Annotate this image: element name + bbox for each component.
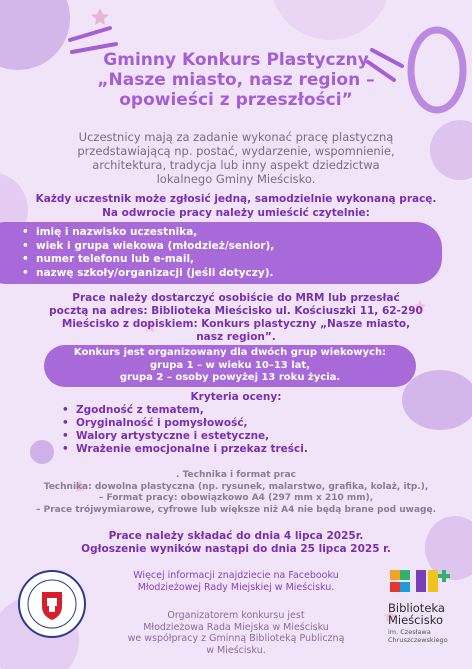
- submission-rule: [0, 192, 472, 220]
- library-name-line-2: Mieścisko: [388, 613, 443, 627]
- deadline-line-2: Ogłoszenie wyników nastąpi do dnia 25 lipca 2025 r.: [81, 543, 391, 555]
- deadlines: [0, 530, 472, 556]
- criteria-item: • Wrażenie emocjonalne i przekaz treści.: [62, 443, 308, 456]
- technique-line-3: – Prace trójwymiarowe, cyfrowe lub większe niż A4 nie będą brane pod uwagę.: [35, 504, 437, 515]
- delivery-line-4: nasz region”.: [196, 331, 276, 343]
- technique-line-2: – Format pracy: obowiązkowo A4 (297 mm x 210 mm),: [98, 493, 374, 503]
- criteria-item: • Zgodność z tematem,: [62, 404, 308, 417]
- rule-line-2: Na odwrocie pracy należy umieścić czytelnie:: [102, 207, 370, 219]
- groups-line-3: grupa 2 – osoby powyżej 13 roku życia.: [119, 372, 341, 383]
- library-sub-line-2: Chruszczewskiego: [388, 636, 448, 644]
- facebook-line-1: Więcej informacji znajdziecie na Facebooku: [133, 570, 339, 581]
- organizer-line-3: we współpracy z Gminną Biblioteką Publiczną: [127, 633, 345, 644]
- intro-line-3: architektura, tradycja lub inny aspekt dziedzictwa: [92, 158, 380, 172]
- age-groups-panel: [44, 345, 416, 387]
- coat-of-arms-icon: [20, 572, 84, 636]
- poster-title: [0, 50, 472, 110]
- intro-line-4: lokalnego Gminy Mieścisko.: [156, 172, 316, 186]
- requirement-item: • nazwę szkoły/organizacji (jeśli dotyczy).: [22, 267, 274, 281]
- technique-line-1: Technika: dowolna plastyczna (np. rysunek, malarstwo, grafika, kolaż, itp.),: [43, 481, 429, 492]
- technique-section: [0, 470, 472, 516]
- criteria-list: [62, 404, 308, 456]
- library-name-line-1: Biblioteka: [388, 601, 445, 615]
- deadline-line-1: Prace należy składać do dnia 4 lipca 2025r.: [108, 530, 364, 542]
- library-mark-icon: [388, 566, 452, 600]
- criteria-heading: Kryteria oceny:: [190, 391, 282, 403]
- requirement-item: • imię i nazwisko uczestnika,: [22, 226, 274, 240]
- youth-council-logo: [18, 570, 86, 638]
- groups-line-1: Konkurs jest organizowany dla dwóch grup wiekowych:: [73, 347, 387, 358]
- facebook-line-2: Młodzieżowej Rady Miejskiej w Mieścisku.: [137, 582, 335, 593]
- organizer-line-1: Organizatorem konkursu jest: [167, 610, 305, 621]
- organizer-line-4: w Mieścisku.: [206, 644, 266, 656]
- rule-line-1: Każdy uczestnik może zgłosić jedną, samodzielnie wykonaną pracę.: [35, 193, 437, 205]
- criteria-item: • Walory artystyczne i estetyczne,: [62, 430, 308, 443]
- delivery-line-2: pocztą na adres: Biblioteka Mieścisko ul. Kościuszki 11, 62-290: [49, 305, 423, 317]
- title-line-3: opowieści z przeszłości”: [119, 90, 353, 110]
- criteria-item: • Oryginalność i pomysłowość,: [62, 417, 308, 430]
- delivery-info: [0, 292, 472, 344]
- intro-line-2: przedstawiającą np. postać, wydarzenie, wspomnienie,: [77, 144, 395, 158]
- library-logo: [388, 566, 464, 656]
- delivery-line-1: Prace należy dostarczyć osobiście do MRM lub przesłać: [72, 292, 400, 304]
- requirements-panel: [0, 222, 442, 284]
- intro-paragraph: [0, 130, 472, 186]
- library-sub-line-1: im. Czesława: [388, 628, 431, 636]
- title-line-1: Gminny Konkurs Plastyczny: [103, 50, 369, 70]
- groups-line-2: grupa 1 – w wieku 10–13 lat,: [149, 359, 310, 371]
- requirement-item: • wiek i grupa wiekowa (młodzież/senior),: [22, 240, 274, 254]
- title-line-2: „Nasze miasto, nasz region –: [97, 70, 375, 90]
- requirement-item: • numer telefonu lub e-mail,: [22, 253, 274, 267]
- intro-line-1: Uczestnicy mają za zadanie wykonać pracę plastyczną: [78, 130, 394, 144]
- delivery-line-3: Mieścisko z dopiskiem: Konkurs plastyczny „Nasze miasto,: [61, 318, 411, 330]
- technique-heading: . Technika i format prac: [176, 470, 296, 480]
- organizer-line-2: Młodzieżowa Rada Miejska w Mieścisku: [143, 621, 329, 633]
